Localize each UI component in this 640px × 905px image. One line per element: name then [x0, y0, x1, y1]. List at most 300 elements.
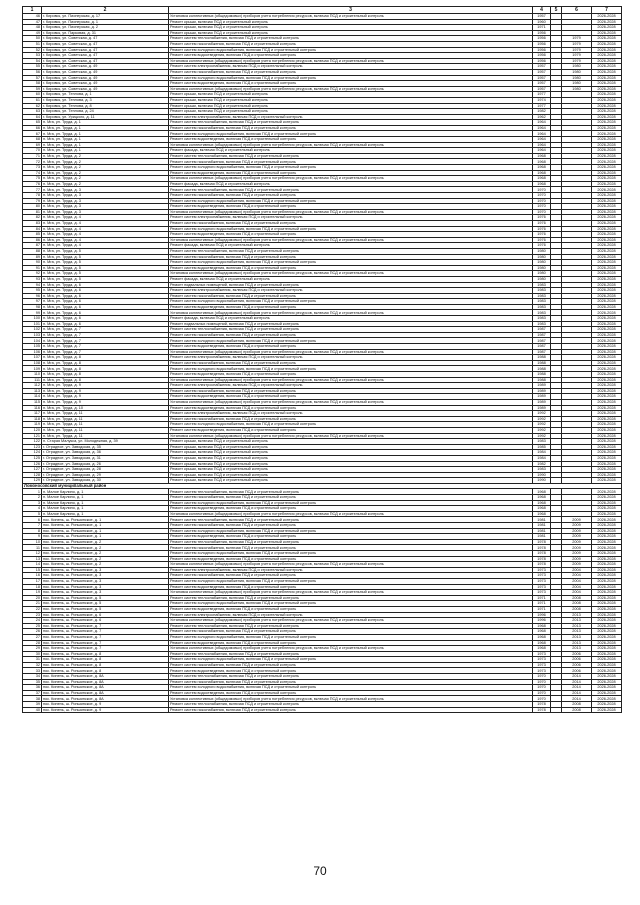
row-number: 95 — [23, 288, 42, 294]
address-cell: п. Мга, ул. Труда, д. 8 — [42, 355, 169, 361]
renovation-year-cell: 2004 — [562, 590, 592, 596]
address-cell: г. Кировск, ул. Советская, д. 49 — [42, 64, 169, 70]
work-type-cell: Установка коллективных (общедомовых) приборов учета потребления ресурсов, включая ПСД и строительный контроль — [169, 86, 533, 92]
period-cell: 2026-2028 — [592, 254, 622, 260]
period-cell: 2026-2028 — [592, 511, 622, 517]
period-cell: 2026-2028 — [592, 623, 622, 629]
address-cell: п. Малое Карлино, д. 1 — [42, 489, 169, 495]
address-cell: пос. Кипень, ш. Ропшинское, д. 1 — [42, 528, 169, 534]
build-year-cell: 1968 — [533, 623, 551, 629]
build-year-cell: 1987 — [533, 332, 551, 338]
work-type-cell: Установка коллективных (общедомовых) приборов учета потребления ресурсов, включая ПСД и строительный контроль — [169, 176, 533, 182]
period-cell: 2026-2028 — [592, 36, 622, 42]
renovation-year-cell: 1980 — [562, 69, 592, 75]
period-cell: 2026-2028 — [592, 450, 622, 456]
address-cell: пос. Кипень, ш. Ропшинское, д. 9 — [42, 707, 169, 713]
renovation-year-cell: 2013 — [562, 640, 592, 646]
renovation-year-cell: 2014 — [562, 685, 592, 691]
row-number: 19 — [23, 590, 42, 596]
renovation-year-cell: 1979 — [562, 58, 592, 64]
renovation-year-cell: 2008 — [562, 606, 592, 612]
address-cell: п. Мга, ул. Труда, д. 11 — [42, 422, 169, 428]
address-cell: п. Малое Карлино, д. 1 — [42, 511, 169, 517]
build-year-cell: 1990 — [533, 478, 551, 484]
period-cell: 2026-2028 — [592, 685, 622, 691]
address-cell: п. Малое Карлино, д. 1 — [42, 506, 169, 512]
work-type-cell: Ремонт систем водоотведения, включая ПСД и строительный контроль — [169, 81, 533, 87]
row-number: 61 — [23, 97, 42, 103]
build-year-cell: 1968 — [533, 634, 551, 640]
address-cell: п. Мга, ул. Труда, д. 10 — [42, 405, 169, 411]
address-cell: пос. Кипень, ш. Ропшинское, д. 2 — [42, 556, 169, 562]
build-year-cell: 1983 — [533, 288, 551, 294]
period-cell: 2026-2028 — [592, 388, 622, 394]
work-type-cell: Ремонт систем теплоснабжения, включая ПСД и строительный контроль — [169, 187, 533, 193]
row-number: 111 — [23, 377, 42, 383]
period-cell: 2026-2028 — [592, 584, 622, 590]
work-type-cell: Ремонт систем водоотведения, включая ПСД и строительный контроль — [169, 556, 533, 562]
work-type-cell: Ремонт систем водоотведения, включая ПСД и строительный контроль — [169, 584, 533, 590]
renovation-year-cell: 2008 — [562, 702, 592, 708]
work-type-cell: Ремонт крыши, включая ПСД и строительный контроль — [169, 444, 533, 450]
work-type-cell: Ремонт крыши, включая ПСД и строительный контроль — [169, 450, 533, 456]
period-cell: 2026-2028 — [592, 372, 622, 378]
work-type-cell: Ремонт систем электроснабжения, включая ПСД и строительный контроль — [169, 114, 533, 120]
work-type-cell: Установка коллективных (общедомовых) приборов учета потребления ресурсов, включая ПСД и строительный контроль — [169, 399, 533, 405]
address-cell: п. Мга, ул. Труда, д. 3 — [42, 187, 169, 193]
address-cell: п. Мга, ул. Труда, д. 6 — [42, 310, 169, 316]
row-number: 125 — [23, 455, 42, 461]
row-number: 17 — [23, 578, 42, 584]
period-cell: 2026-2028 — [592, 226, 622, 232]
work-type-cell: Ремонт систем теплоснабжения, включая ПСД и строительный контроль — [169, 702, 533, 708]
address-cell: п. Мга, ул. Труда, д. 2 — [42, 165, 169, 171]
work-type-cell: Ремонт систем водоотведения, включая ПСД и строительный контроль — [169, 232, 533, 238]
work-type-cell: Ремонт крыши, включая ПСД и строительный контроль — [169, 30, 533, 36]
address-cell: п. Мга, ул. Труда, д. 9 — [42, 388, 169, 394]
build-year-cell: 1996 — [533, 618, 551, 624]
work-type-cell: Ремонт систем холодного водоснабжения, включая ПСД и строительный контроль — [169, 47, 533, 53]
period-cell: 2026-2028 — [592, 674, 622, 680]
work-type-cell: Ремонт систем водоотведения, включая ПСД и строительный контроль — [169, 606, 533, 612]
renovation-year-cell: 1980 — [562, 86, 592, 92]
period-cell: 2026-2028 — [592, 590, 622, 596]
address-cell: п. Мга, ул. Труда, д. 3 — [42, 204, 169, 210]
period-cell: 2026-2028 — [592, 495, 622, 501]
page-number: 70 — [313, 864, 327, 878]
period-cell: 2026-2028 — [592, 131, 622, 137]
row-number: 115 — [23, 399, 42, 405]
period-cell: 2026-2028 — [592, 58, 622, 64]
address-cell: п. Мга, ул. Труда, д. 2 — [42, 159, 169, 165]
period-cell: 2026-2028 — [592, 271, 622, 277]
build-year-cell: 1980 — [533, 265, 551, 271]
build-year-cell: 1985 — [533, 444, 551, 450]
build-year-cell: 1968 — [533, 640, 551, 646]
build-year-cell: 1956 — [533, 47, 551, 53]
address-cell: г. Кировск, ул. Теплова, д. 1 — [42, 92, 169, 98]
address-cell: г. Кировск, ул. Пионерская, д. 17 — [42, 14, 169, 20]
work-type-cell: Установка коллективных (общедомовых) приборов учета потребления ресурсов, включая ПСД и строительный контроль — [169, 237, 533, 243]
build-year-cell: 1964 — [533, 142, 551, 148]
address-cell: пос. Кипень, ш. Ропшинское, д. 2 — [42, 545, 169, 551]
row-number: 120 — [23, 427, 42, 433]
work-type-cell: Ремонт систем газоснабжения, включая ПСД и строительный контроль — [169, 545, 533, 551]
build-year-cell: 1987 — [533, 349, 551, 355]
row-number: 32 — [23, 662, 42, 668]
build-year-cell: 1964 — [533, 148, 551, 154]
period-cell: 2026-2028 — [592, 366, 622, 372]
work-type-cell: Ремонт систем газоснабжения, включая ПСД и строительный контроль — [169, 388, 533, 394]
period-cell: 2026-2028 — [592, 478, 622, 484]
row-number: 37 — [23, 690, 42, 696]
address-cell: г. Кировск, ул. Советская, д. 49 — [42, 75, 169, 81]
build-year-cell: 1970 — [533, 193, 551, 199]
build-year-cell: 1982 — [533, 461, 551, 467]
build-year-cell: 1976 — [533, 215, 551, 221]
address-cell: г. Кировск, ул. Парковая, д. 31 — [42, 30, 169, 36]
build-year-cell: 1956 — [533, 53, 551, 59]
row-number: 53 — [23, 53, 42, 59]
work-type-cell: Ремонт систем теплоснабжения, включая ПСД и строительный контроль — [169, 36, 533, 42]
row-number: 7 — [23, 523, 42, 529]
work-type-cell: Ремонт систем газоснабжения, включая ПСД и строительный контроль — [169, 679, 533, 685]
build-year-cell: 1971 — [533, 601, 551, 607]
work-type-cell: Ремонт систем холодного водоснабжения, включая ПСД и строительный контроль — [169, 366, 533, 372]
work-type-cell: Ремонт систем газоснабжения, включая ПСД и строительный контроль — [169, 629, 533, 635]
build-year-cell: 1970 — [533, 187, 551, 193]
address-cell: п. Мга, ул. Труда, д. 6 — [42, 288, 169, 294]
renovation-year-cell: 2009 — [562, 534, 592, 540]
period-cell: 2026-2028 — [592, 383, 622, 389]
work-type-cell: Ремонт систем холодного водоснабжения, включая ПСД и строительный контроль — [169, 657, 533, 663]
address-cell: г. Кировск, ул. Теплова, д. 24 — [42, 109, 169, 115]
row-number: 30 — [23, 651, 42, 657]
table-row — [23, 707, 622, 713]
row-number: 65 — [23, 120, 42, 126]
work-type-cell: Ремонт систем газоснабжения, включая ПСД и строительный контроль — [169, 662, 533, 668]
renovation-year-cell: 1979 — [562, 41, 592, 47]
address-cell: п. Мга, ул. Труда, д. 8 — [42, 372, 169, 378]
period-cell: 2026-2028 — [592, 702, 622, 708]
work-type-cell: Установка коллективных (общедомовых) приборов учета потребления ресурсов, включая ПСД и строительный контроль — [169, 349, 533, 355]
build-year-cell: 1956 — [533, 41, 551, 47]
build-year-cell: 1978 — [533, 707, 551, 713]
row-number: 89 — [23, 254, 42, 260]
work-type-cell: Ремонт систем холодного водоснабжения, включая ПСД и строительный контроль — [169, 422, 533, 428]
row-number: 64 — [23, 114, 42, 120]
period-cell: 2026-2028 — [592, 399, 622, 405]
build-year-cell: 1968 — [533, 511, 551, 517]
row-number: 21 — [23, 601, 42, 607]
work-type-cell: Ремонт систем газоснабжения, включая ПСД и строительный контроль — [169, 254, 533, 260]
build-year-cell: 1968 — [533, 170, 551, 176]
row-number: 34 — [23, 674, 42, 680]
renovation-year-cell: 2008 — [562, 601, 592, 607]
build-year-cell: 1964 — [533, 120, 551, 126]
work-type-cell: Ремонт систем электроснабжения, включая ПСД и строительный контроль — [169, 567, 533, 573]
renovation-year-cell: 2009 — [562, 528, 592, 534]
address-cell: п. Старая Малукса, ул. Молодежная, д. 39 — [42, 439, 169, 445]
period-cell: 2026-2028 — [592, 265, 622, 271]
work-type-cell: Ремонт систем холодного водоснабжения, включая ПСД и строительный контроль — [169, 578, 533, 584]
address-cell: г. Кировск, ул. Советская, д. 47 — [42, 47, 169, 53]
build-year-cell: 1964 — [533, 125, 551, 131]
build-year-cell: 1989 — [533, 405, 551, 411]
build-year-cell: 1983 — [533, 282, 551, 288]
period-cell: 2026-2028 — [592, 232, 622, 238]
period-cell: 2026-2028 — [592, 606, 622, 612]
row-number: 27 — [23, 634, 42, 640]
build-year-cell: 1970 — [533, 674, 551, 680]
work-type-cell: Ремонт систем водоотведения, включая ПСД и строительный контроль — [169, 394, 533, 400]
row-number: 114 — [23, 394, 42, 400]
work-type-cell: Ремонт систем теплоснабжения, включая ПСД и строительный контроль — [169, 248, 533, 254]
period-cell: 2026-2028 — [592, 288, 622, 294]
renovation-year-cell: 1979 — [562, 47, 592, 53]
build-year-cell: 1973 — [533, 567, 551, 573]
work-type-cell: Ремонт систем водоотведения, включая ПСД и строительный контроль — [169, 534, 533, 540]
period-cell: 2026-2028 — [592, 64, 622, 70]
column-number: 7 — [592, 7, 622, 14]
build-year-cell: 1968 — [533, 506, 551, 512]
renovation-year-cell: 2013 — [562, 618, 592, 624]
work-type-cell: Ремонт систем газоснабжения, включая ПСД и строительный контроль — [169, 495, 533, 501]
address-cell: пос. Кипень, ш. Ропшинское, д. 3 — [42, 590, 169, 596]
period-cell: 2026-2028 — [592, 209, 622, 215]
row-number: 123 — [23, 444, 42, 450]
row-number: 47 — [23, 19, 42, 25]
period-cell: 2026-2028 — [592, 679, 622, 685]
period-cell: 2026-2028 — [592, 629, 622, 635]
period-cell: 2026-2028 — [592, 327, 622, 333]
build-year-cell: 1973 — [533, 584, 551, 590]
row-number: 80 — [23, 204, 42, 210]
build-year-cell: 1982 — [533, 109, 551, 115]
address-cell: г. Кировск, ул. Советская, д. 47 — [42, 58, 169, 64]
column-number-row — [23, 7, 622, 14]
period-cell: 2026-2028 — [592, 243, 622, 249]
column-number: 5 — [551, 7, 562, 14]
address-cell: п. Мга, ул. Труда, д. 1 — [42, 125, 169, 131]
period-cell: 2026-2028 — [592, 165, 622, 171]
period-cell: 2026-2028 — [592, 657, 622, 663]
build-year-cell: 1978 — [533, 702, 551, 708]
build-year-cell: 1992 — [533, 427, 551, 433]
period-cell: 2026-2028 — [592, 248, 622, 254]
period-cell: 2026-2028 — [592, 472, 622, 478]
address-cell: п. Мга, ул. Труда, д. 4 — [42, 220, 169, 226]
row-number: 78 — [23, 193, 42, 199]
row-number: 6 — [23, 517, 42, 523]
renovation-year-cell: 2013 — [562, 629, 592, 635]
work-type-cell: Ремонт систем электроснабжения, включая ПСД и строительный контроль — [169, 64, 533, 70]
row-number: 3 — [23, 500, 42, 506]
address-cell: п. Мга, ул. Труда, д. 7 — [42, 344, 169, 350]
address-cell: п. Мга, ул. Труда, д. 6 — [42, 282, 169, 288]
period-cell: 2026-2028 — [592, 405, 622, 411]
build-year-cell: 1988 — [533, 377, 551, 383]
work-type-cell: Ремонт систем холодного водоснабжения, включая ПСД и строительный контроль — [169, 299, 533, 305]
row-number: 38 — [23, 696, 42, 702]
address-cell: п. Мга, ул. Труда, д. 3 — [42, 198, 169, 204]
work-type-cell: Ремонт систем газоснабжения, включая ПСД и строительный контроль — [169, 293, 533, 299]
row-number: 92 — [23, 271, 42, 277]
period-cell: 2026-2028 — [592, 707, 622, 713]
period-cell: 2026-2028 — [592, 176, 622, 182]
address-cell: п. Мга, ул. Труда, д. 1 — [42, 120, 169, 126]
renovation-year-cell: 2009 — [562, 539, 592, 545]
period-cell: 2026-2028 — [592, 92, 622, 98]
column-number: 1 — [23, 7, 42, 14]
address-cell: п. Мга, ул. Труда, д. 5 — [42, 260, 169, 266]
work-type-cell: Ремонт систем холодного водоснабжения, включая ПСД и строительный контроль — [169, 551, 533, 557]
empty-cell — [551, 707, 562, 713]
address-cell: пос. Кипень, ш. Ропшинское, д. 6 — [42, 612, 169, 618]
address-cell: п. Мга, ул. Труда, д. 11 — [42, 433, 169, 439]
work-type-cell: Ремонт систем водоотведения, включая ПСД и строительный контроль — [169, 640, 533, 646]
address-cell: п. Мга, ул. Труда, д. 2 — [42, 176, 169, 182]
work-type-cell: Ремонт систем теплоснабжения, включая ПСД и строительный контроль — [169, 623, 533, 629]
address-cell: п. Мга, ул. Труда, д. 8 — [42, 366, 169, 372]
build-year-cell: 1983 — [533, 439, 551, 445]
work-type-cell: Ремонт систем водоотведения, включая ПСД и строительный контроль — [169, 304, 533, 310]
period-cell: 2026-2028 — [592, 310, 622, 316]
row-number: 72 — [23, 159, 42, 165]
work-type-cell: Ремонт систем газоснабжения, включая ПСД и строительный контроль — [169, 523, 533, 529]
renovation-year-cell: 2006 — [562, 657, 592, 663]
row-number: 104 — [23, 338, 42, 344]
work-type-cell: Ремонт крыши, включая ПСД и строительный контроль — [169, 467, 533, 473]
row-number: 66 — [23, 125, 42, 131]
row-number: 93 — [23, 276, 42, 282]
build-year-cell: 1976 — [533, 232, 551, 238]
period-cell: 2026-2028 — [592, 377, 622, 383]
build-year-cell: 1987 — [533, 327, 551, 333]
period-cell: 2026-2028 — [592, 198, 622, 204]
period-cell: 2026-2028 — [592, 556, 622, 562]
renovation-year-cell: 1979 — [562, 53, 592, 59]
build-year-cell: 1971 — [533, 25, 551, 31]
period-cell: 2026-2028 — [592, 394, 622, 400]
address-cell: п. Мга, ул. Труда, д. 11 — [42, 416, 169, 422]
renovation-year-cell: 2006 — [562, 668, 592, 674]
period-cell: 2026-2028 — [592, 578, 622, 584]
address-cell: г. Отрадное, ул. Заводская, д. 30 — [42, 478, 169, 484]
row-number: 121 — [23, 433, 42, 439]
work-type-cell: Ремонт систем газоснабжения, включая ПСД и строительный контроль — [169, 125, 533, 131]
work-type-cell: Ремонт систем теплоснабжения, включая ПСД и строительный контроль — [169, 517, 533, 523]
row-number: 129 — [23, 478, 42, 484]
period-cell: 2026-2028 — [592, 668, 622, 674]
build-year-cell: 1968 — [533, 181, 551, 187]
build-year-cell: 1992 — [533, 422, 551, 428]
row-number: 118 — [23, 416, 42, 422]
period-cell: 2026-2028 — [592, 187, 622, 193]
work-type-cell: Ремонт крыши, включая ПСД и строительный контроль — [169, 439, 533, 445]
row-number: 18 — [23, 584, 42, 590]
row-number: 84 — [23, 226, 42, 232]
work-type-cell: Ремонт систем газоснабжения, включая ПСД и строительный контроль — [169, 416, 533, 422]
address-cell: п. Мга, ул. Труда, д. 7 — [42, 338, 169, 344]
renovation-year-cell: 2014 — [562, 696, 592, 702]
row-number: 33 — [23, 668, 42, 674]
period-cell: 2026-2028 — [592, 601, 622, 607]
period-cell: 2026-2028 — [592, 690, 622, 696]
period-cell: 2026-2028 — [592, 427, 622, 433]
renovation-year-cell: 2008 — [562, 595, 592, 601]
address-cell: пос. Кипень, ш. Ропшинское, д. 1 — [42, 534, 169, 540]
address-cell: г. Отрадное, ул. Заводская, д. 31 — [42, 455, 169, 461]
row-number: 9 — [23, 534, 42, 540]
build-year-cell: 1971 — [533, 595, 551, 601]
address-cell: п. Мга, ул. Труда, д. 4 — [42, 237, 169, 243]
build-year-cell: 1989 — [533, 399, 551, 405]
address-cell: п. Мга, ул. Труда, д. 4 — [42, 243, 169, 249]
work-type-cell: Ремонт систем газоснабжения, включая ПСД и строительный контроль — [169, 41, 533, 47]
build-year-cell: 1989 — [533, 383, 551, 389]
work-type-cell: Ремонт систем газоснабжения, включая ПСД и строительный контроль — [169, 159, 533, 165]
work-type-cell: Установка коллективных (общедомовых) приборов учета потребления ресурсов, включая ПСД и строительный контроль — [169, 696, 533, 702]
row-number: 40 — [23, 707, 42, 713]
repair-schedule-table — [22, 6, 622, 713]
address-cell: пос. Кипень, ш. Ропшинское, д. 3 — [42, 573, 169, 579]
renovation-year-cell: 2014 — [562, 690, 592, 696]
work-type-cell: Ремонт систем холодного водоснабжения, включая ПСД и строительный контроль — [169, 75, 533, 81]
period-cell: 2026-2028 — [592, 662, 622, 668]
renovation-year-cell: 2009 — [562, 517, 592, 523]
period-cell: 2026-2028 — [592, 455, 622, 461]
period-cell: 2026-2028 — [592, 595, 622, 601]
address-cell: г. Отрадное, ул. Заводская, д. 29 — [42, 472, 169, 478]
work-type-cell: Установка коллективных (общедомовых) приборов учета потребления ресурсов, включая ПСД и строительный контроль — [169, 142, 533, 148]
period-cell: 2026-2028 — [592, 551, 622, 557]
row-number: 83 — [23, 220, 42, 226]
period-cell: 2026-2028 — [592, 461, 622, 467]
row-number: 76 — [23, 181, 42, 187]
address-cell: пос. Кипень, ш. Ропшинское, д. 3 — [42, 567, 169, 573]
work-type-cell: Ремонт систем электроснабжения, включая ПСД и строительный контроль — [169, 383, 533, 389]
period-cell: 2026-2028 — [592, 545, 622, 551]
build-year-cell: 1973 — [533, 651, 551, 657]
address-cell: п. Мга, ул. Труда, д. 9 — [42, 383, 169, 389]
work-type-cell: Ремонт систем газоснабжения, включая ПСД и строительный контроль — [169, 360, 533, 366]
period-cell: 2026-2028 — [592, 411, 622, 417]
period-cell: 2026-2028 — [592, 69, 622, 75]
build-year-cell: 1976 — [533, 226, 551, 232]
period-cell: 2026-2028 — [592, 220, 622, 226]
address-cell: п. Мга, ул. Труда, д. 11 — [42, 427, 169, 433]
row-number: 52 — [23, 47, 42, 53]
period-cell: 2026-2028 — [592, 215, 622, 221]
address-cell: п. Мга, ул. Труда, д. 8 — [42, 360, 169, 366]
renovation-year-cell: 2006 — [562, 651, 592, 657]
address-cell: п. Мга, ул. Труда, д. 5 — [42, 271, 169, 277]
row-number: 31 — [23, 657, 42, 663]
row-number: 106 — [23, 349, 42, 355]
renovation-year-cell: 1980 — [562, 81, 592, 87]
build-year-cell: 1968 — [533, 629, 551, 635]
row-number: 16 — [23, 573, 42, 579]
build-year-cell: 1980 — [533, 254, 551, 260]
build-year-cell: 1968 — [533, 153, 551, 159]
row-number: 57 — [23, 75, 42, 81]
work-type-cell: Ремонт подвальных помещений, включая ПСД и строительный контроль — [169, 282, 533, 288]
build-year-cell: 1983 — [533, 467, 551, 473]
row-number: 39 — [23, 702, 42, 708]
address-cell: пос. Кипень, ш. Ропшинское, д. 7 — [42, 629, 169, 635]
address-cell: г. Кировск, ул. Советская, д. 49 — [42, 69, 169, 75]
